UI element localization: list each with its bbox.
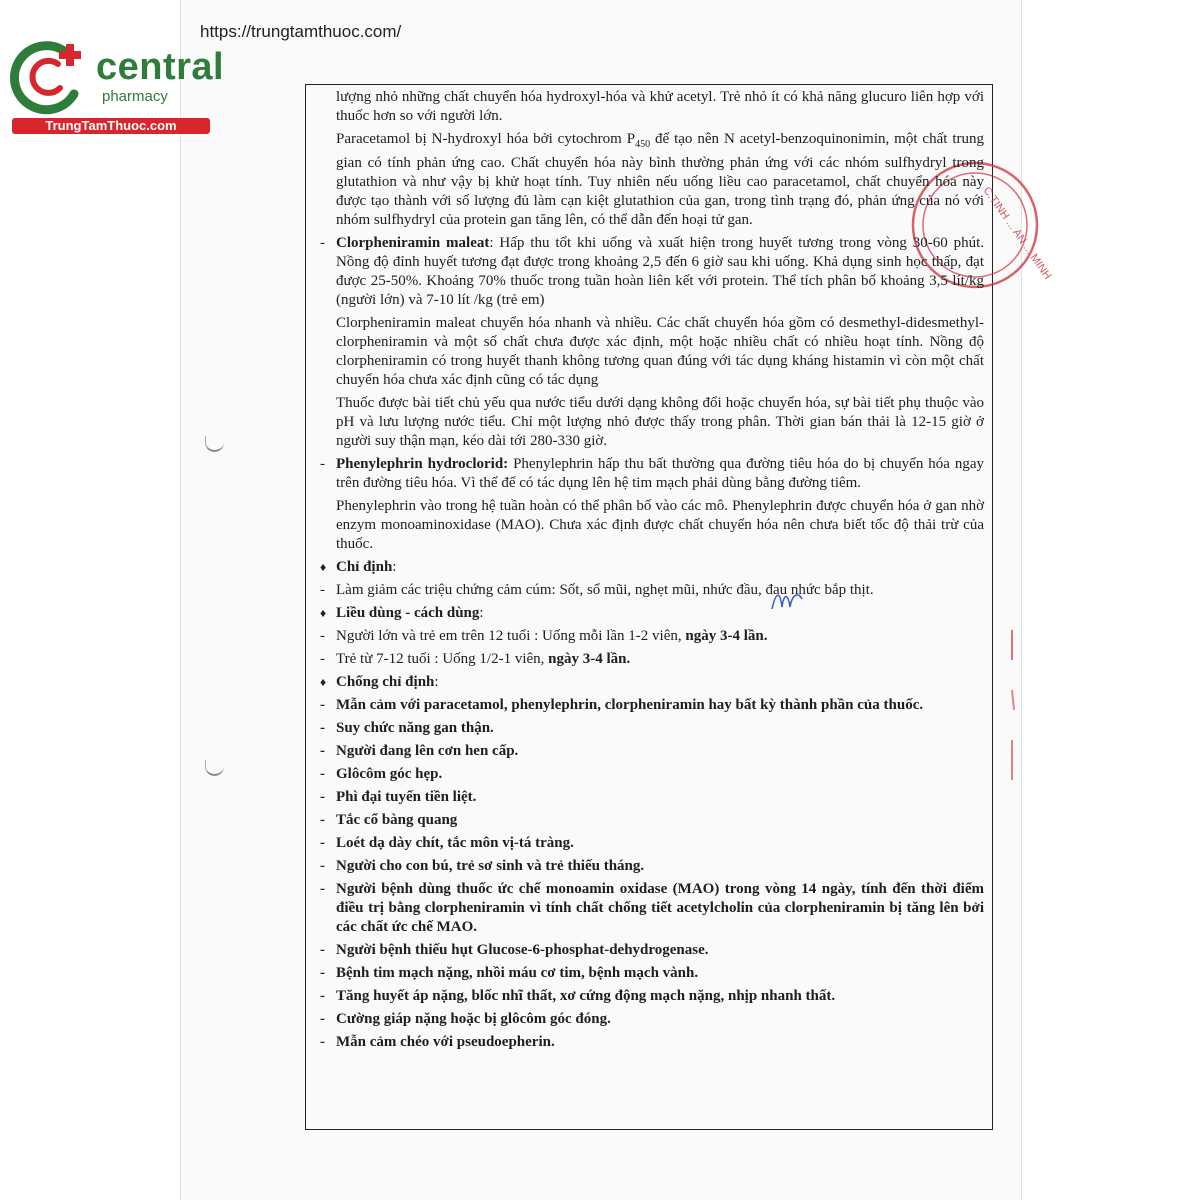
contraindication-text: Glôcôm góc hẹp. [336,766,443,782]
dosage-frequency: ngày 3-4 lần. [548,651,631,667]
contraindication-item [320,880,984,937]
text-segment: Paracetamol bị N-hydroxyl hóa bởi cytochrom P [336,131,636,147]
heading-lieu-dung [320,604,984,623]
central-pharmacy-logo [8,38,225,138]
dash-marker: - [320,812,325,828]
heading-text: Chống chỉ định [336,674,435,690]
contraindication-item [320,811,984,830]
contraindication-item [320,987,984,1006]
dash-marker: - [320,881,325,897]
contraindication-text: Mẫn cảm với paracetamol, phenylephrin, clorpheniramin hay bất kỳ thành phần của thuốc. [336,697,924,713]
paragraph-phenylephrin-distribution: Phenylephrin vào trong hệ tuần hoàn có thể phân bố vào các mô. Phenylephrin được chuyển hóa ở gan nhờ enzym monoaminoxidase (MAO). Chưa xác định được chất chuyển hóa nên chưa biết tốc độ thải trừ của thuốc. [336,498,984,552]
brand-website-bar: TrungTamThuoc.com [12,118,210,134]
dash-marker: - [320,835,325,851]
contraindication-item [320,788,984,807]
contraindication-text: Bệnh tim mạch nặng, nhồi máu cơ tim, bệnh mạch vành. [336,965,699,981]
dash-marker: - [320,942,325,958]
pharmacy-cross-logo-icon [8,38,92,118]
clorpheniramin-text: : Hấp thu tốt khi uống và xuất hiện trong huyết tương trong vòng 30-60 phút. Nồng độ đỉnh huyết tương đạt được trong khoảng 2,5 đến 6 giờ sau khi uống. Khả dụng sinh học thấp, đạt được 25-50%. Khoảng 70% thuốc trong tuần hoàn liên kết với protein. Thể tích phân bố khoảng 3,5 lít/kg (người lớn) và 7-10 lít /kg (trẻ em) [336,235,984,308]
heading-colon: : [392,559,397,575]
heading-colon: : [479,605,484,621]
dash-marker: - [320,766,325,782]
contraindication-item [320,964,984,983]
indication-item [320,581,984,600]
heading-chi-dinh [320,558,984,577]
contraindication-text: Cường giáp nặng hoặc bị glôcôm góc đóng. [336,1011,611,1027]
red-edge-marks-icon [1002,630,1022,790]
heading-chong-chi-dinh [320,673,984,692]
brand-name: central [96,46,225,88]
dash-marker: - [320,965,325,981]
contraindication-item [320,857,984,876]
dash-marker: - [320,858,325,874]
dash-marker: - [320,1011,325,1027]
diamond-bullet-icon: ♦ [320,560,327,574]
dash-marker: - [320,235,325,251]
dash-marker: - [320,582,325,598]
dosage-frequency: ngày 3-4 lần. [685,628,768,644]
contraindication-text: Người bệnh thiếu hụt Glucose-6-phosphat-dehydrogenase. [336,942,709,958]
contraindication-item [320,719,984,738]
diamond-bullet-icon: ♦ [320,606,327,620]
clorpheniramin-title: Clorpheniramin maleat [336,235,490,251]
contraindication-text: Tăng huyết áp nặng, blốc nhĩ thất, xơ cứng động mạch nặng, nhịp nhanh thất. [336,988,836,1004]
dash-marker: - [320,988,325,1004]
diamond-bullet-icon: ♦ [320,675,327,689]
contraindication-item [320,742,984,761]
dash-marker: - [320,743,325,759]
phenylephrin-text: Phenylephrin hấp thu bất thường qua đường tiêu hóa do bị chuyển hóa ngay trên đường tiêu hóa. Vì thế để có tác dụng lên hệ tim mạch phải dùng bằng đường tiêm. [336,456,984,491]
contraindication-text: Người đang lên cơn hen cấp. [336,743,519,759]
watermark-url: https://trungtamthuoc.com/ [200,22,402,41]
stamp-lettering: C.TINH ... AN ... MINH [980,184,1054,282]
contraindication-text: Mẫn cảm chéo với pseudoepherin. [336,1034,555,1050]
dash-marker: - [320,628,325,644]
contraindication-item [320,1033,984,1052]
dash-marker: - [320,1034,325,1050]
dosage-text: Trẻ từ 7-12 tuổi : Uống 1/2-1 viên, [336,651,549,667]
paragraph-glucuro: lượng nhỏ những chất chuyển hóa hydroxyl-hóa và khử acetyl. Trẻ nhỏ ít có khả năng glucuro liên hợp với thuốc hơn so với người lớn. [336,89,984,124]
contraindication-text: Người cho con bú, trẻ sơ sinh và trẻ thiếu tháng. [336,858,645,874]
document-body [320,88,984,1056]
heading-text: Chỉ định [336,559,393,575]
contraindication-text: Người bệnh dùng thuốc ức chế monoamin oxidase (MAO) trong vòng 14 ngày, tính đến thời điểm điều trị bằng clorpheniramin vì tính chất chống tiết acetylcholin của clorpheniramin bị tăng lên bởi các chất ức chế MAO. [336,881,984,935]
dash-marker: - [320,697,325,713]
dash-marker: - [320,651,325,667]
heading-colon: : [434,674,439,690]
heading-text: Liều dùng - cách dùng [336,605,480,621]
contraindication-item [320,1010,984,1029]
dosage-adult [320,627,984,646]
contraindication-item [320,834,984,853]
contraindication-item [320,941,984,960]
phenylephrin-title: Phenylephrin hydroclorid: [336,456,509,472]
contraindication-item [320,696,984,715]
dash-marker: - [320,789,325,805]
dosage-text: Người lớn và trẻ em trên 12 tuổi : Uống mỗi lần 1-2 viên, [336,628,686,644]
contraindication-text: Loét dạ dày chít, tắc môn vị-tá tràng. [336,835,574,851]
contraindication-item [320,765,984,784]
dosage-child [320,650,984,669]
paragraph-paracetamol-metabolism [320,130,984,230]
brand-subtitle: pharmacy [102,88,168,105]
contraindication-text: Phì đại tuyến tiền liệt. [336,789,477,805]
text-segment: để tạo nên N acetyl-benzoquinonimin, một chất trung gian có tính phản ứng cao. Chất chuyển hóa này bình thường phản ứng với các nhóm sulfhydryl trong glutathion và như vậy bị khử hoạt tính. Tuy nhiên nếu uống liều cao paracetamol, chất chuyển hóa này được tạo thành với số lượng đủ làm cạn kiệt glutathion của gan, trong tình trạng đó, phản ứng của nó với nhóm sulfhydryl của protein gan tăng lên, có thể dẫn đến hoại tử gan. [336,131,984,228]
indication-text: Làm giảm các triệu chứng cảm cúm: Sốt, sổ mũi, nghẹt mũi, nhức đầu, đau nhức bắp thịt. [336,582,874,598]
contraindication-text: Suy chức năng gan thận. [336,720,494,736]
section-phenylephrin [320,455,984,493]
paragraph-clorpheniramin-metabolism: Clorpheniramin maleat chuyển hóa nhanh và nhiều. Các chất chuyển hóa gồm có desmethyl-didesmethyl-clorpheniramin và một số chất chưa được xác định, một hoặc nhiều chất có nhiều hoạt tính. Nồng độ clorpheniramin có trong huyết thanh không tương quan đúng với tác dụng kháng histamin vì còn một chất chuyển hóa chưa xác định cũng có tác dụng [336,315,984,388]
section-clorpheniramin [320,234,984,310]
contraindication-text: Tắc cổ bàng quang [336,812,458,828]
paragraph-clorpheniramin-excretion: Thuốc được bài tiết chủ yếu qua nước tiểu dưới dạng không đổi hoặc chuyển hóa, sự bài tiết phụ thuộc vào pH và lưu lượng nước tiểu. Chỉ một lượng nhỏ được thấy trong phân. Thời gian bán thải là 12-15 giờ ở người suy thận mạn, kéo dài tới 280-330 giờ. [336,395,984,449]
dash-marker: - [320,456,325,472]
subscript: 450 [635,139,651,150]
dash-marker: - [320,720,325,736]
